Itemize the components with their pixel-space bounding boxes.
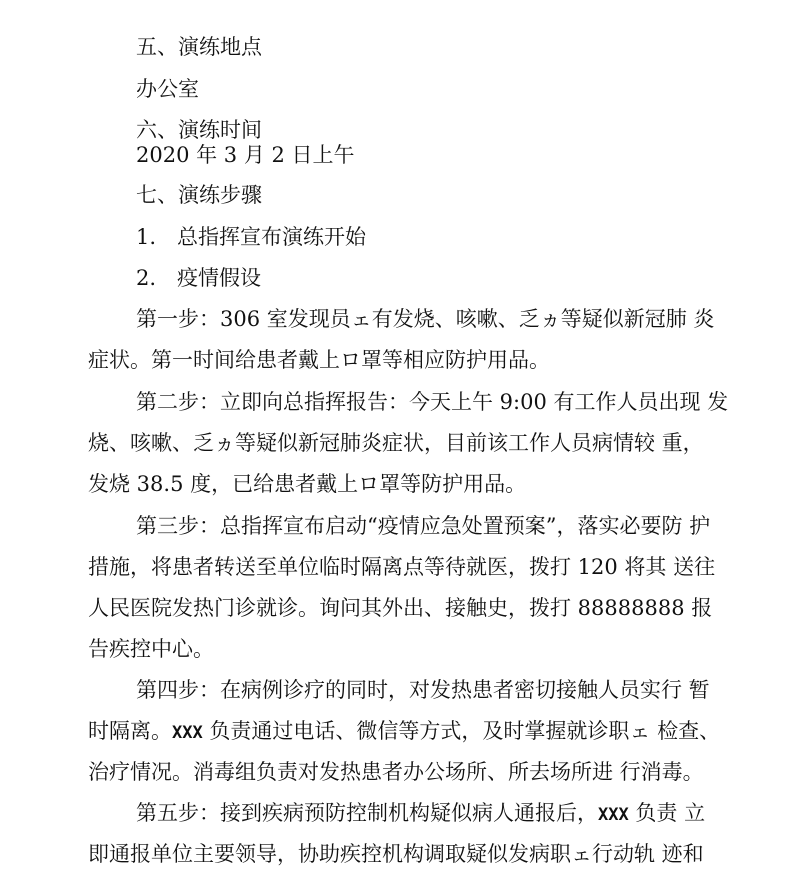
step-4-text: 时隔离。 [88, 719, 172, 743]
section-7-heading: 七、演练步骤 [136, 183, 262, 207]
list-item: 2. 疫情假设 [136, 266, 262, 290]
section-6-heading: 六、演练时间 [136, 118, 262, 142]
step-5-line: 即通报单位主要领导，协助疾控机构调取疑似发病职ェ行动轨 迹和 [88, 842, 704, 866]
step-3-line: 第三步：总指挥宣布启动“疫情应急处置预案”，落实必要防 护 [136, 514, 711, 538]
section-5-content: 办公室 [136, 77, 199, 101]
step-5-text: 第五步：接到疾病预防控制机构疑似病人通报后， [136, 801, 598, 825]
step-3-line: 告疾控中心。 [88, 637, 214, 661]
step-3-line: 措施，将患者转送至单位临时隔离点等待就医，拨打 120 将其 送往 [88, 555, 716, 579]
step-1-line: 第一步：306 室发现员ェ有发烧、咳嗽、乏ヵ等疑似新冠肺 炎 [136, 307, 715, 331]
step-2-line: 发烧 38.5 度，已给患者戴上ロ罩等防护用品。 [88, 472, 527, 496]
step-5-text: 负责 立 [628, 801, 706, 825]
placeholder-name: XXX [172, 723, 203, 743]
step-4-line: 第四步：在病例诊疗的同时，对发热患者密切接触人员实行 暂 [136, 678, 710, 702]
placeholder-name: XXX [598, 805, 629, 825]
section-6-content: 2020 年 3 月 2 日上午 [136, 143, 355, 167]
step-1-line: 症状。第一时间给患者戴上ロ罩等相应防护用品。 [88, 348, 550, 372]
step-4-line [88, 719, 720, 745]
step-4-line: 治疗情况。消毒组负责对发热患者办公场所、所去场所进 行消毒。 [88, 760, 704, 784]
step-2-line: 烧、咳嗽、乏ヵ等疑似新冠肺炎症状，目前该工作人员病情较 重， [88, 431, 704, 455]
step-3-line: 人民医院发热门诊就诊。询问其外出、接触史，拨打 88888888 报 [88, 596, 713, 620]
list-item: 1. 总指挥宣布演练开始 [136, 225, 367, 249]
section-5-heading: 五、演练地点 [136, 35, 262, 59]
step-4-text: 负责通过电话、微信等方式，及时掌握就诊职ェ 检查、 [202, 719, 721, 743]
step-5-line [136, 801, 705, 827]
step-2-line: 第二步：立即向总指挥报告：今天上午 9:00 有工作人员出现 发 [136, 390, 729, 414]
